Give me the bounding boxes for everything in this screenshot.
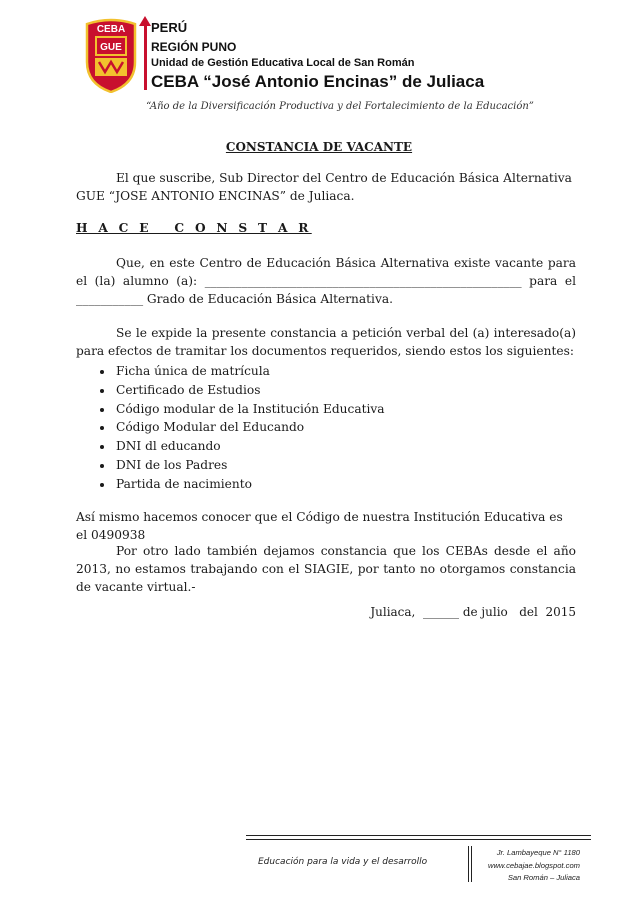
year-motto: “Año de la Diversificación Productiva y del Fortalecimiento de la Educación” [146, 101, 534, 112]
ceba-logo [83, 18, 139, 93]
document-title: CONSTANCIA DE VACANTE [225, 140, 413, 154]
header-region: REGIÓN PUNO [151, 40, 237, 54]
date-line: Juliaca, ______ de julio del 2015 [370, 605, 576, 619]
header-institution: CEBA “José Antonio Encinas” de Juliaca [151, 72, 485, 91]
list-item: • Código modular de la Institución Educativa [114, 400, 385, 419]
list-item: • Código Modular del Educando [114, 418, 385, 437]
header-country: PERÚ [151, 20, 188, 35]
header-divider [144, 24, 147, 90]
footer-address: Jr. Lambayeque N° 1180 [496, 848, 580, 857]
footer-city: San Román – Juliaca [507, 873, 580, 882]
footer-separator [468, 846, 469, 882]
list-item: • Partida de nacimiento [114, 475, 385, 494]
request-paragraph: Se le expide la presente constancia a petición verbal del (a) interesado(a) para efectos de tramitar los documentos requeridos, siendo estos los siguientes: [76, 326, 576, 358]
header-ugel: Unidad de Gestión Educativa Local de San Román [151, 57, 415, 69]
logo-text-mid: GUE [100, 42, 122, 53]
intro-paragraph: El que suscribe, Sub Director del Centro de Educación Básica Alternativa GUE “JOSE ANTONIO ENCINAS” de Juliaca. [76, 171, 572, 203]
list-item: • Certificado de Estudios [114, 381, 385, 400]
footer-website: www.cebajae.blogspot.com [487, 861, 580, 870]
list-item: • Ficha única de matrícula [114, 362, 385, 381]
siagie-paragraph: Por otro lado también dejamos constancia que los CEBAs desde el año 2013, no estamos trabajando con el SIAGIE, por tanto no otorgamos constancia de vacante virtual.- [76, 544, 576, 594]
list-item: • DNI de los Padres [114, 456, 385, 475]
footer-separator [471, 846, 472, 882]
footer-motto: Educación para la vida y el desarrollo [258, 857, 428, 867]
footer-divider [246, 835, 591, 836]
vacancy-paragraph: Que, en este Centro de Educación Básica Alternativa existe vacante para el (la) alumno (a): ____________________________________________________ para el ___________ Grado de Educación Básica Alternativa. [76, 256, 576, 306]
list-item: • DNI dl educando [114, 437, 385, 456]
hace-constar-heading: H A C E C O N S T A R [76, 221, 312, 235]
code-paragraph: Así mismo hacemos conocer que el Código de nuestra Institución Educativa es el 0490938 [76, 510, 563, 542]
requirements-list [94, 362, 385, 494]
footer-divider [246, 839, 591, 840]
logo-text-top: CEBA [96, 24, 126, 35]
